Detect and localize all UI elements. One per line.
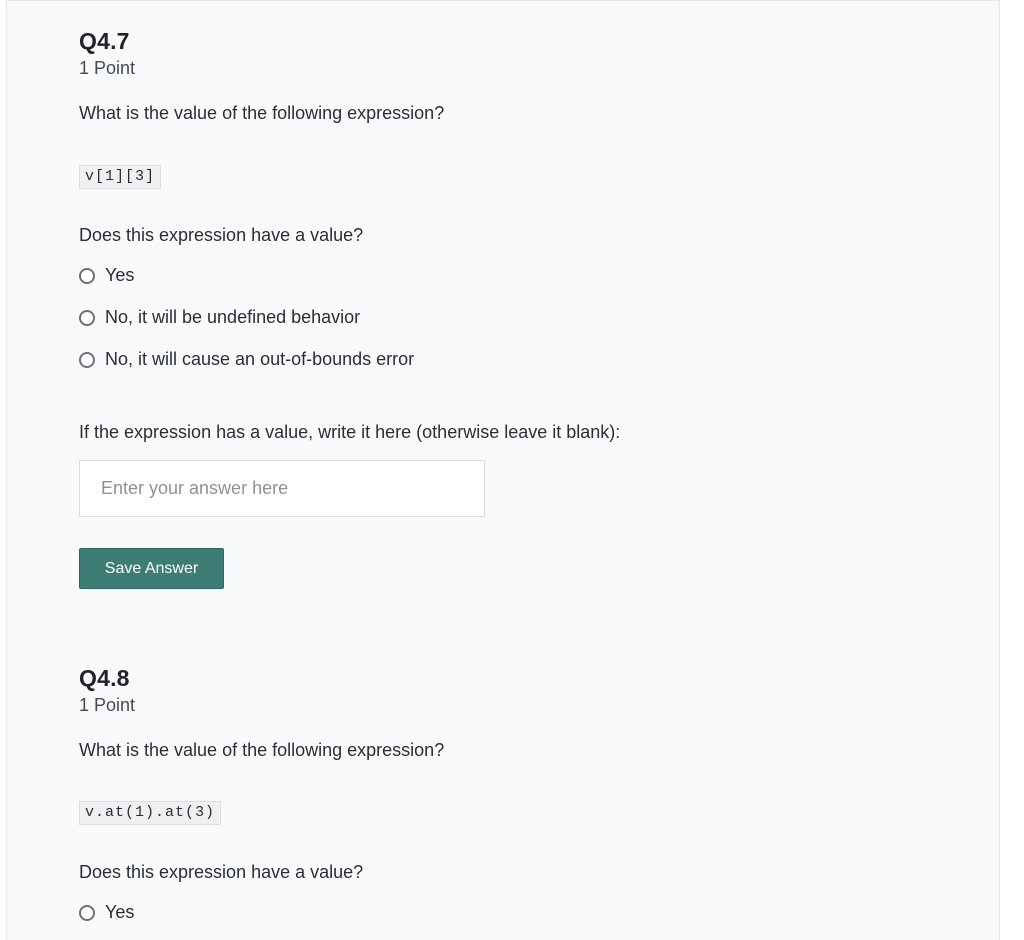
option-label: Yes	[105, 902, 135, 922]
save-answer-button[interactable]: Save Answer	[79, 548, 224, 589]
option-yes[interactable]	[79, 265, 134, 286]
question-prompt: What is the value of the following expression?	[79, 103, 445, 123]
radio-button[interactable]	[79, 310, 95, 326]
radio-button[interactable]	[79, 352, 95, 368]
option-label: Yes	[105, 265, 135, 285]
question-title: Q4.8	[79, 665, 130, 691]
code-expression: v.at(1).at(3)	[79, 801, 221, 825]
write-prompt: If the expression has a value, write it here (otherwise leave it blank):	[79, 422, 621, 442]
question-points: 1 Point	[79, 695, 136, 715]
question-points: 1 Point	[79, 58, 136, 78]
radio-button[interactable]	[79, 268, 95, 284]
option-label: No, it will be undefined behavior	[105, 307, 361, 327]
question-title: Q4.7	[79, 28, 130, 54]
option-label: No, it will cause an out-of-bounds error	[105, 349, 415, 369]
value-question: Does this expression have a value?	[79, 225, 364, 245]
option-yes[interactable]	[79, 902, 134, 923]
question-panel	[6, 0, 1000, 940]
value-question: Does this expression have a value?	[79, 862, 364, 882]
option-undefined-behavior[interactable]	[79, 307, 360, 328]
answer-input[interactable]	[79, 460, 485, 517]
radio-button[interactable]	[79, 905, 95, 921]
option-out-of-bounds[interactable]	[79, 349, 414, 370]
code-expression: v[1][3]	[79, 165, 161, 189]
question-prompt: What is the value of the following expression?	[79, 740, 445, 760]
